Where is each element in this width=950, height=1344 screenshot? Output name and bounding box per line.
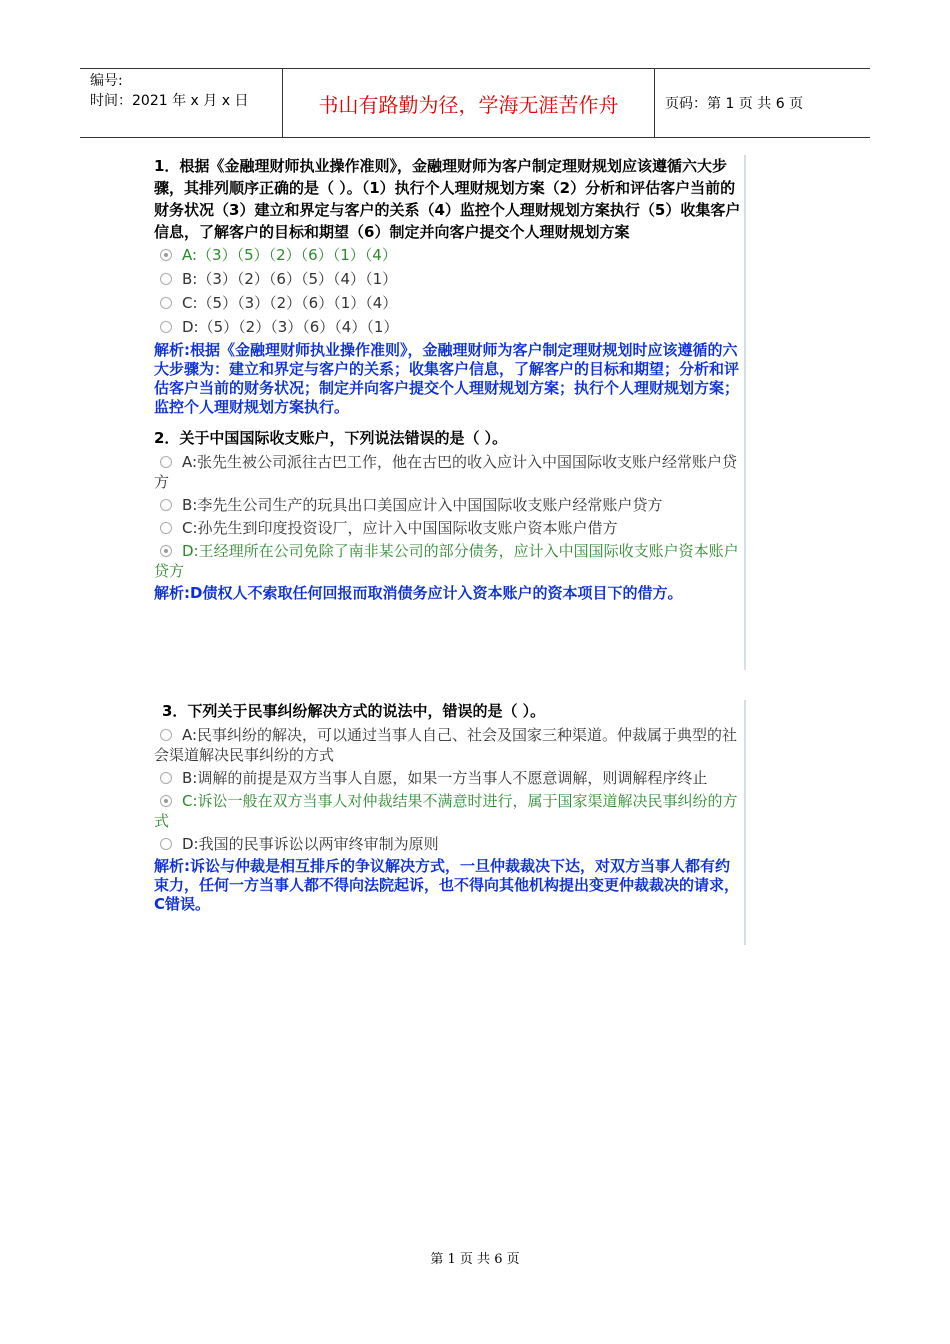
question-1-title: 1．根据《金融理财师执业操作准则》，金融理财师为客户制定理财规划应该遵循六大步骤，其排列顺序正确的是（ ）。（1）执行个人理财规划方案（2）分析和评估客户当前的财务状况（3）建立和界定与客户的关系（4）监控个人理财规划方案执行（5）收集客户信息，了解客户的目标和期望（6）制定并向客户提交个人理财规划方案 [154,157,741,241]
option-label: B:李先生公司生产的玩具出口美国应计入中国国际收支账户经常账户贷方 [182,496,663,514]
radio-icon[interactable] [160,321,172,333]
option-label: C:（5）（3）（2）（6）（1）（4） [182,294,398,312]
header-meta [80,69,282,137]
option-label: B:（3）（2）（6）（5）（4）（1） [182,270,398,288]
radio-checked-icon[interactable] [160,545,172,557]
option-label: A:张先生被公司派往古巴工作，他在古巴的收入应计入中国国际收支账户经常账户贷方 [154,453,738,491]
option-label: D:（5）（2）（3）（6）（4）（1） [182,318,399,336]
radio-checked-icon[interactable] [160,795,172,807]
question-1-explanation: 解析:根据《金融理财师执业操作准则》，金融理财师为客户制定理财规划时应该遵循的六大步骤为：建立和界定与客户的关系；收集客户信息，了解客户的目标和期望；分析和评估客户当前的财务状况；制定并向客户提交个人理财规划方案；执行个人理财规划方案；监控个人理财规划方案执行。 [154,341,740,416]
option-label: D:王经理所在公司免除了南非某公司的部分债务，应计入中国国际收支账户资本账户贷方 [154,542,739,580]
radio-icon[interactable] [160,499,172,511]
option-label: A:（3）（5）（2）（6）（1）（4） [182,246,397,264]
radio-icon[interactable] [160,456,172,468]
question-3-explanation: 解析:诉讼与仲裁是相互排斥的争议解决方式，一旦仲裁裁决下达，对双方当事人都有约束力，任何一方当事人都不得向法院起诉，也不得向其他机构提出变更仲裁裁决的请求，C错误。 [154,857,740,913]
question-2-option-d[interactable] [154,541,744,581]
question-2-option-c[interactable] [154,518,744,538]
question-2-explanation: 解析:D债权人不索取任何回报而取消债务应计入资本账户的资本项目下的借方。 [154,584,683,602]
radio-checked-icon[interactable] [160,249,172,261]
radio-icon[interactable] [160,273,172,285]
question-1-option-b[interactable] [154,267,744,291]
question-3-option-a[interactable] [154,725,744,765]
question-2-option-a[interactable] [154,452,744,492]
option-label: C:孙先生到印度投资设厂，应计入中国国际收支账户资本账户借方 [182,519,618,537]
question-3-title: 3．下列关于民事纠纷解决方式的说法中，错误的是（ ）。 [162,702,546,720]
question-1-option-d[interactable] [154,315,744,339]
option-label: C:诉讼一般在双方当事人对仲裁结果不满意时进行，属于国家渠道解决民事纠纷的方式 [154,792,738,830]
question-3-option-b[interactable] [154,768,744,788]
question-panel-3 [154,700,746,945]
question-1-option-c[interactable] [154,291,744,315]
radio-icon[interactable] [160,522,172,534]
radio-icon[interactable] [160,297,172,309]
question-2-option-b[interactable] [154,495,744,515]
time-label: 时间：2021 年 x 月 x 日 [90,93,249,109]
radio-icon[interactable] [160,838,172,850]
radio-icon[interactable] [160,729,172,741]
header-page-info: 页码：第 1 页 共 6 页 [665,96,804,112]
radio-icon[interactable] [160,772,172,784]
question-3-option-c[interactable] [154,791,744,831]
question-3-option-d[interactable] [154,834,744,854]
page-header [80,68,870,138]
question-1-option-a[interactable] [154,243,744,267]
question-2-title: 2．关于中国国际收支账户，下列说法错误的是（ ）。 [154,429,508,447]
option-label: A:民事纠纷的解决，可以通过当事人自己、社会及国家三种渠道。仲裁属于典型的社会渠道解决民事纠纷的方式 [154,726,738,764]
serial-label: 编号: [90,73,123,89]
option-label: B:调解的前提是双方当事人自愿，如果一方当事人不愿意调解，则调解程序终止 [182,769,708,787]
question-panel-1 [154,155,746,670]
option-label: D:我国的民事诉讼以两审终审制为原则 [182,835,439,853]
header-motto: 书山有路勤为径，学海无涯苦作舟 [282,69,655,137]
page-footer: 第 1 页 共 6 页 [430,1252,520,1267]
